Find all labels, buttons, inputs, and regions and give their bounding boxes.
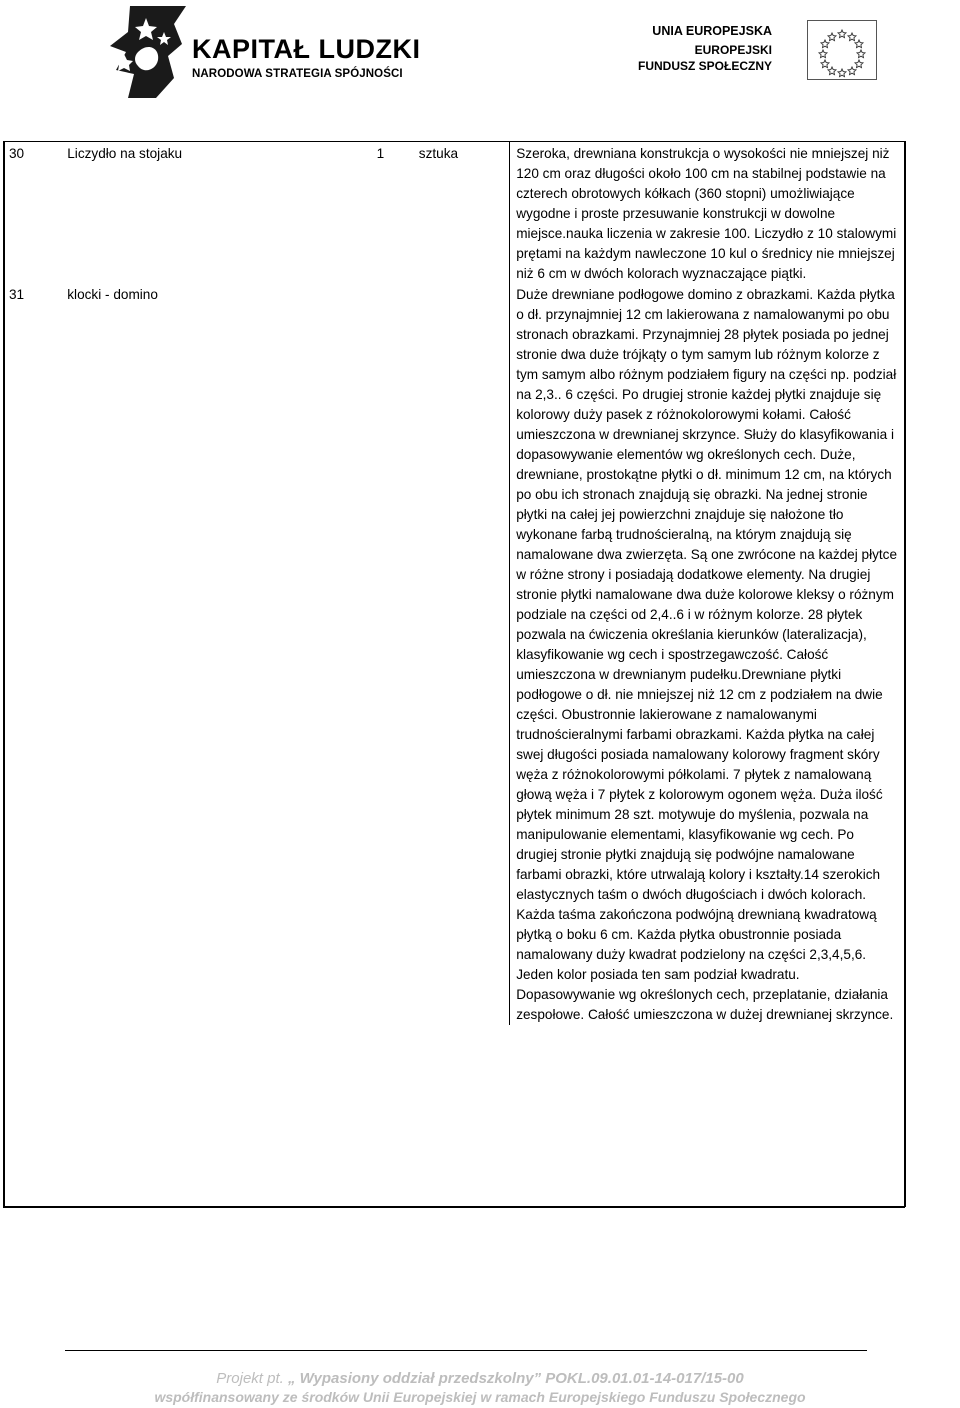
table-row <box>3 142 905 285</box>
row-number: 30 <box>3 142 61 285</box>
item-unit <box>413 284 510 1025</box>
kapital-ludzki-emblem-icon <box>108 4 188 100</box>
item-quantity <box>371 284 413 1025</box>
footer-divider <box>65 1350 867 1351</box>
item-name: klocki - domino <box>67 287 158 302</box>
table-border-bottom <box>3 1206 905 1208</box>
logo-subtitle: NARODOWA STRATEGIA SPÓJNOŚCI <box>192 68 403 80</box>
eu-logo-line1: UNIA EUROPEJSKA <box>652 24 772 38</box>
item-description: Szeroka, drewniana konstrukcja o wysokości nie mniejszej niż 120 cm oraz długości około 100 cm na stabilnej podstawie na czterech obrotowych kółkach (360 stopni) umożliwiające wygodne i proste przesuwanie konstrukcji w dowolne miejsce.nauka liczenia w zakresie 100. Liczydło z 10 stalowymi prętami na każdym nawleczone 10 kul o średnicy nie mniejszej niż 6 cm w dwóch kolorach wyznaczające piątki. <box>510 142 905 285</box>
item-unit: sztuka <box>413 142 510 285</box>
eu-logo-line2: EUROPEJSKI <box>694 43 772 57</box>
item-name: Liczydło na stojaku <box>61 142 370 285</box>
eu-logo <box>637 18 880 82</box>
footer-cofinance-line: współfinansowany ze środków Unii Europejskiej w ramach Europejskiego Funduszu Społecznego <box>154 1389 806 1405</box>
eu-flag-icon <box>807 20 877 80</box>
kapital-ludzki-logo <box>108 4 421 100</box>
item-quantity: 1 <box>371 142 413 285</box>
item-description: Duże drewniane podłogowe domino z obrazkami. Każda płytka o dł. przynajmniej 12 cm lakierowana z namalowanymi po obu stronach obrazkami. Przynajmniej 28 płytek posiada po jednej stronie dwa duże trójkąty o tym samym lub różnym kolorze z tym samym albo różnym podziałem figury na części np. podział na 2,3.. 6 części. Po drugiej stronie każdej płytki znajduje się kolorowy duży pasek z różnokolorowymi kołami. Całość umieszczona w drewnianej skrzynce. Służy do klasyfikowania i dopasowywanie elementów wg określonych cech. Duże, drewniane, prostokątne płytki o dł. minimum 12 cm, na których po obu ich stronach znajdują się obrazki. Na jednej stronie płytki na całej jej powierzchni znajduje się nałożone tło wykonane farbą trudnościeralną, na którym znajdują się namalowane dwa zwierzęta. Są one zwrócone na każdej płytce w różne strony i posiadają dodatkowe elementy. Na drugiej stronie płytki namalowane dwa duże kolorowe kleksy o różnym podziale na części od 2,4..6 i w różnym kolorze. 28 płytek pozwala na ćwiczenia określania kierunków (lateralizacja), klasyfikowanie wg cech i spostrzegawczość. Całość umieszczona w drewnianym pudełku.Drewniane płytki podłogowe o dł. nie mniejszej niż 12 cm z podziałem na dwie części. Obustronnie lakierowane z namalowanymi trudnościeralnymi farbami obrazkami. Każda płytka na całej swej długości posiada namalowany kolorowy fragment skóry węża z różnokolorowymi półkolami. 7 płytek z namalowaną głową węża i 7 płytek z kolorowym ogonem węża. Duża ilość płytek minimum 28 szt. motywuje do myślenia, pozwala na manipulowanie elementami, klasyfikowanie wg cech. Po drugiej stronie płytki znajdują się podwójne namalowane farbami obrazki, które utrwalają kolory i kształty.14 szerokich elastycznych taśm o dwóch długościach i dwóch kolorach. Każda taśma zakończona podwójną drewnianą kwadratową płytką o boku 6 cm. Każda płytka obustronnie posiada namalowany duży kwadrat podzielony na części 2,3,4,5,6. Jeden kolor posiada ten sam podział kwadratu. Dopasowywanie wg określonych cech, przeplatanie, działania zespołowe. Całość umieszczona w dużej drewnianej skrzynce. <box>510 284 905 1025</box>
logo-title: KAPITAŁ LUDZKI <box>192 34 421 64</box>
row-number: 31 <box>9 287 25 302</box>
table-row <box>3 284 905 1025</box>
footer-project-prefix: Projekt pt. <box>216 1370 284 1387</box>
footer-project-title: „ Wypasiony oddział przedszkolny” POKL.09.01.01-14-017/15-00 <box>287 1370 744 1387</box>
eu-logo-line3: FUNDUSZ SPOŁECZNY <box>637 59 772 73</box>
footer-project-line <box>0 1370 960 1387</box>
items-table <box>3 141 905 1025</box>
